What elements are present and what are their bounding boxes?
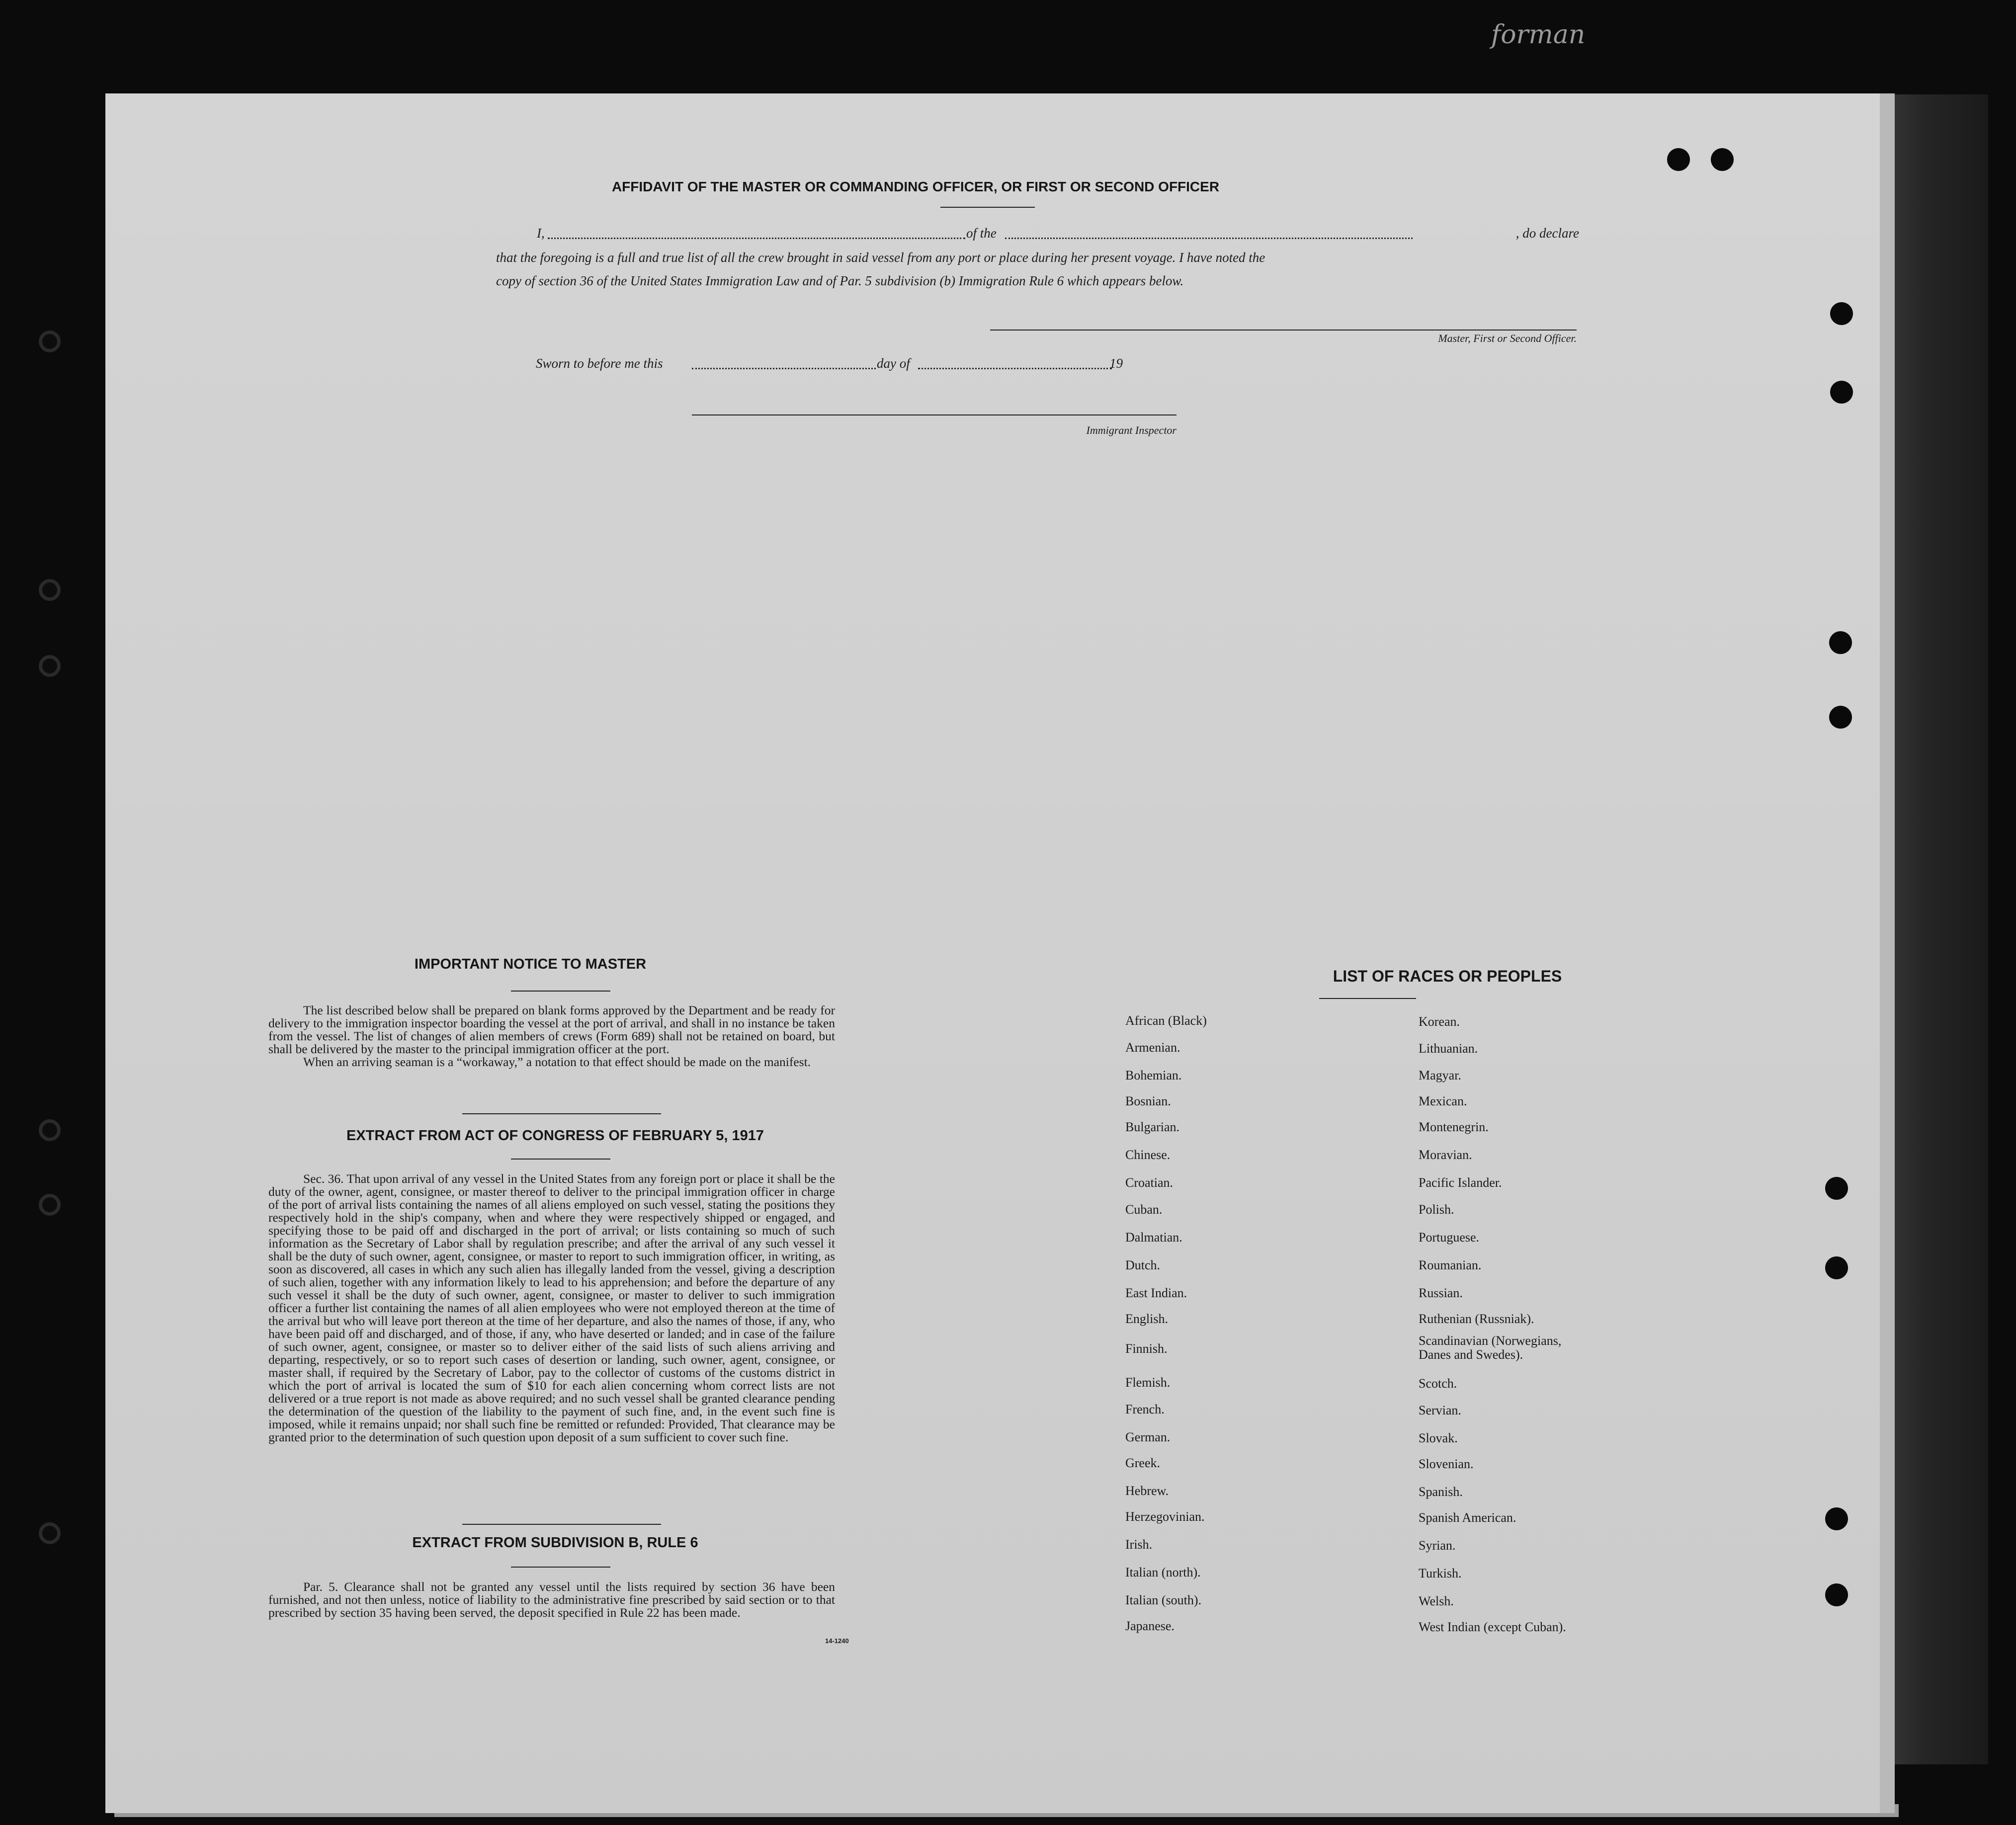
race-item-right: Spanish American. <box>1419 1510 1516 1525</box>
race-item-right: Scotch. <box>1419 1376 1457 1391</box>
race-item-right: Ruthenian (Russniak). <box>1419 1312 1534 1326</box>
race-item-right: Slovak. <box>1419 1431 1458 1445</box>
race-item-left: Armenian. <box>1125 1040 1180 1055</box>
inspector-label: Immigrant Inspector <box>1086 424 1176 436</box>
race-item-left: Bulgarian. <box>1125 1120 1180 1134</box>
punch-hole <box>1829 706 1852 729</box>
race-item-right: Welsh. <box>1419 1594 1454 1608</box>
punch-hole <box>1830 381 1853 404</box>
race-item-left: Dutch. <box>1125 1258 1161 1272</box>
document-page <box>105 93 1895 1813</box>
race-item-right: Servian. <box>1419 1403 1461 1417</box>
race-item-right: Korean. <box>1419 1014 1460 1029</box>
race-item-right: Polish. <box>1419 1202 1454 1217</box>
race-item-left: Flemish. <box>1125 1375 1171 1390</box>
par-5-text: Par. 5. Clearance shall not be granted any vessel until the lists required by section 36 have been furnished, and not then unless, notice of liability to the administrative fine prescribed by said section or to that prescribed by section 35 having been served, the deposit specified in Rule 22 has been made. <box>268 1579 835 1620</box>
race-item-left: Bohemian. <box>1125 1068 1182 1082</box>
race-item-left: African (Black) <box>1125 1013 1207 1028</box>
vessel-field[interactable] <box>1005 238 1413 239</box>
divider <box>511 991 610 992</box>
name-field[interactable] <box>548 238 965 239</box>
race-item-left: German. <box>1125 1430 1171 1444</box>
punch-hole <box>1825 1507 1848 1530</box>
race-item-right: Portuguese. <box>1419 1230 1480 1244</box>
form-number: 14-1240 <box>825 1637 849 1645</box>
binder-hole <box>39 579 61 601</box>
race-item-right: Moravian. <box>1419 1148 1472 1162</box>
race-item-right: Slovenian. <box>1419 1457 1474 1471</box>
race-item-left: Japanese. <box>1125 1619 1175 1633</box>
race-item-left: Croatian. <box>1125 1175 1174 1190</box>
race-item-left: Greek. <box>1125 1456 1161 1470</box>
section-36-text: Sec. 36. That upon arrival of any vessel in the United States from any foreign port or place it shall be the duty of the owner, agent, consignee, or master thereof to deliver to the principal immigration officer in charge of the port of arrival lists containing the names of all aliens employed on such vessel, stating the positions they respectively hold in the ship's company, when and where they were respectively shipped or engaged, and specifying those to be paid off and discharged in the port of arrival; or lists containing so much of such information as the Secretary of Labor shall by regulation prescribe; and after the arrival of any such vessel it shall be the duty of such owner, agent, consignee, or master to report to such immigration officer, in writing, as soon as discovered, all cases in which any such alien has illegally landed from the vessel, giving a description of such alien, together with any information likely to lead to his apprehension; and before the departure of any such vessel it shall be the duty of such owner, agent, consignee, or master to deliver to such immigration officer a further list containing the names of all alien employees who were not employed thereon at the time of the arrival but who will leave port thereon at the time of her departure, and also the names of those, if any, who have been paid off and discharged, and of those, if any, who have deserted or landed; and in case of the failure of such owner, agent, consignee, or master so to deliver either of the said lists of such aliens arriving and departing, respectively, or so to report such cases of desertion or landing, such owner, agent, consignee, or master shall, if required by the Secretary of Labor, pay to the collector of customs of the customs district in which the port of arrival is located the sum of $10 for each alien concerning whom correct lists are not delivered or a true report is not made as above required; and no such vessel shall be granted clearance pending the determination of the question of the liability to the payment of such fine, and, in the event such fine is imposed, while it remains unpaid; nor shall such fine be remitted or refunded: Provided, That clearance may be granted prior to the determination of such question upon deposit of a sum sufficient to cover such fine. <box>268 1171 835 1444</box>
race-item-left: English. <box>1125 1312 1168 1326</box>
notice-para1: The list described below shall be prepared on blank forms approved by the Department and be ready for delivery to the immigration inspector boarding the vessel at the port of arrival, and shall in no instance be taken from the vessel. The list of changes of alien members of crews (Form 689) shall not be retained on board, but shall be delivered by the master to the principal immigration officer at the port. <box>268 1003 835 1056</box>
day-of-text: day of <box>877 356 910 371</box>
divider <box>511 1567 610 1568</box>
affidavit-do-declare: , do declare <box>1515 226 1579 241</box>
affidavit-line3: copy of section 36 of the United States Immigration Law and of Par. 5 subdivision (b) Immigration Rule 6 which appears below. <box>496 273 1184 288</box>
year-prefix: 19 <box>1109 356 1123 371</box>
race-item-left: Irish. <box>1125 1537 1153 1552</box>
extract-rule-title: EXTRACT FROM SUBDIVISION B, RULE 6 <box>412 1535 698 1551</box>
race-item-right: Mexican. <box>1419 1094 1467 1108</box>
race-item-left: Dalmatian. <box>1125 1230 1182 1244</box>
sworn-text: Sworn to before me this <box>536 356 663 371</box>
race-item-right: Scandinavian (Norwegians, Danes and Swedes). <box>1419 1333 1562 1362</box>
extract-rule-body <box>268 1580 835 1619</box>
race-item-right: Montenegrin. <box>1419 1120 1489 1134</box>
binder-hole <box>39 1522 61 1544</box>
divider <box>1319 998 1416 999</box>
extract-act-body <box>268 1172 835 1444</box>
binder-hole <box>39 1194 61 1216</box>
punch-hole <box>1667 148 1690 171</box>
notice-para2: When an arriving seaman is a “workaway,” a notation to that effect should be made on the manifest. <box>303 1055 811 1069</box>
punch-hole <box>1830 302 1853 325</box>
race-item-left: Bosnian. <box>1125 1094 1171 1108</box>
notice-body <box>268 1004 835 1069</box>
sworn-day-field[interactable] <box>692 368 876 369</box>
signature-line[interactable] <box>990 330 1577 331</box>
binder-edge <box>1879 94 1988 1764</box>
punch-hole <box>1825 1583 1848 1606</box>
affidavit-of-the: of the <box>966 226 997 241</box>
divider <box>940 207 1035 208</box>
punch-hole <box>1711 148 1734 171</box>
race-item-left: Herzegovinian. <box>1125 1509 1205 1524</box>
binder-hole <box>39 655 61 677</box>
affidavit-line2: that the foregoing is a full and true list of all the crew brought in said vessel from any port or place during her present voyage. I have noted the <box>496 250 1265 265</box>
race-item-left: Finnish. <box>1125 1341 1168 1356</box>
binder-hole <box>39 331 61 352</box>
extract-act-title: EXTRACT FROM ACT OF CONGRESS OF FEBRUARY 5, 1917 <box>346 1128 764 1144</box>
race-item-left: Hebrew. <box>1125 1484 1169 1498</box>
race-item-right: Roumanian. <box>1419 1258 1482 1272</box>
race-item-left: Italian (south). <box>1125 1593 1202 1607</box>
sworn-month-field[interactable] <box>918 368 1112 369</box>
race-item-left: Chinese. <box>1125 1148 1171 1162</box>
race-item-right: West Indian (except Cuban). <box>1419 1620 1566 1634</box>
race-item-right: Magyar. <box>1419 1068 1461 1082</box>
race-item-right: Turkish. <box>1419 1566 1462 1580</box>
race-item-left: Cuban. <box>1125 1202 1163 1217</box>
punch-hole <box>1825 1177 1848 1200</box>
handwritten-note: forman <box>1491 20 1586 50</box>
race-item-right: Syrian. <box>1419 1538 1456 1553</box>
race-item-left: Italian (north). <box>1125 1565 1201 1579</box>
races-title: LIST OF RACES OR PEOPLES <box>1333 967 1562 985</box>
divider <box>511 1159 610 1160</box>
race-item-right: Russian. <box>1419 1286 1463 1300</box>
race-item-left: French. <box>1125 1402 1165 1416</box>
race-item-left: East Indian. <box>1125 1286 1187 1300</box>
punch-hole <box>1829 631 1852 654</box>
affidavit-i: I, <box>537 226 545 241</box>
race-item-right: Spanish. <box>1419 1485 1463 1499</box>
race-item-right: Lithuanian. <box>1419 1041 1478 1056</box>
affidavit-title: AFFIDAVIT OF THE MASTER OR COMMANDING OFFICER, OR FIRST OR SECOND OFFICER <box>611 179 1220 194</box>
binder-hole <box>39 1119 61 1141</box>
signature-label: Master, First or Second Officer. <box>1438 332 1577 344</box>
race-item-right: Pacific Islander. <box>1419 1175 1502 1190</box>
punch-hole <box>1825 1256 1848 1279</box>
divider <box>462 1113 661 1114</box>
notice-title: IMPORTANT NOTICE TO MASTER <box>414 956 647 972</box>
divider <box>462 1524 661 1525</box>
